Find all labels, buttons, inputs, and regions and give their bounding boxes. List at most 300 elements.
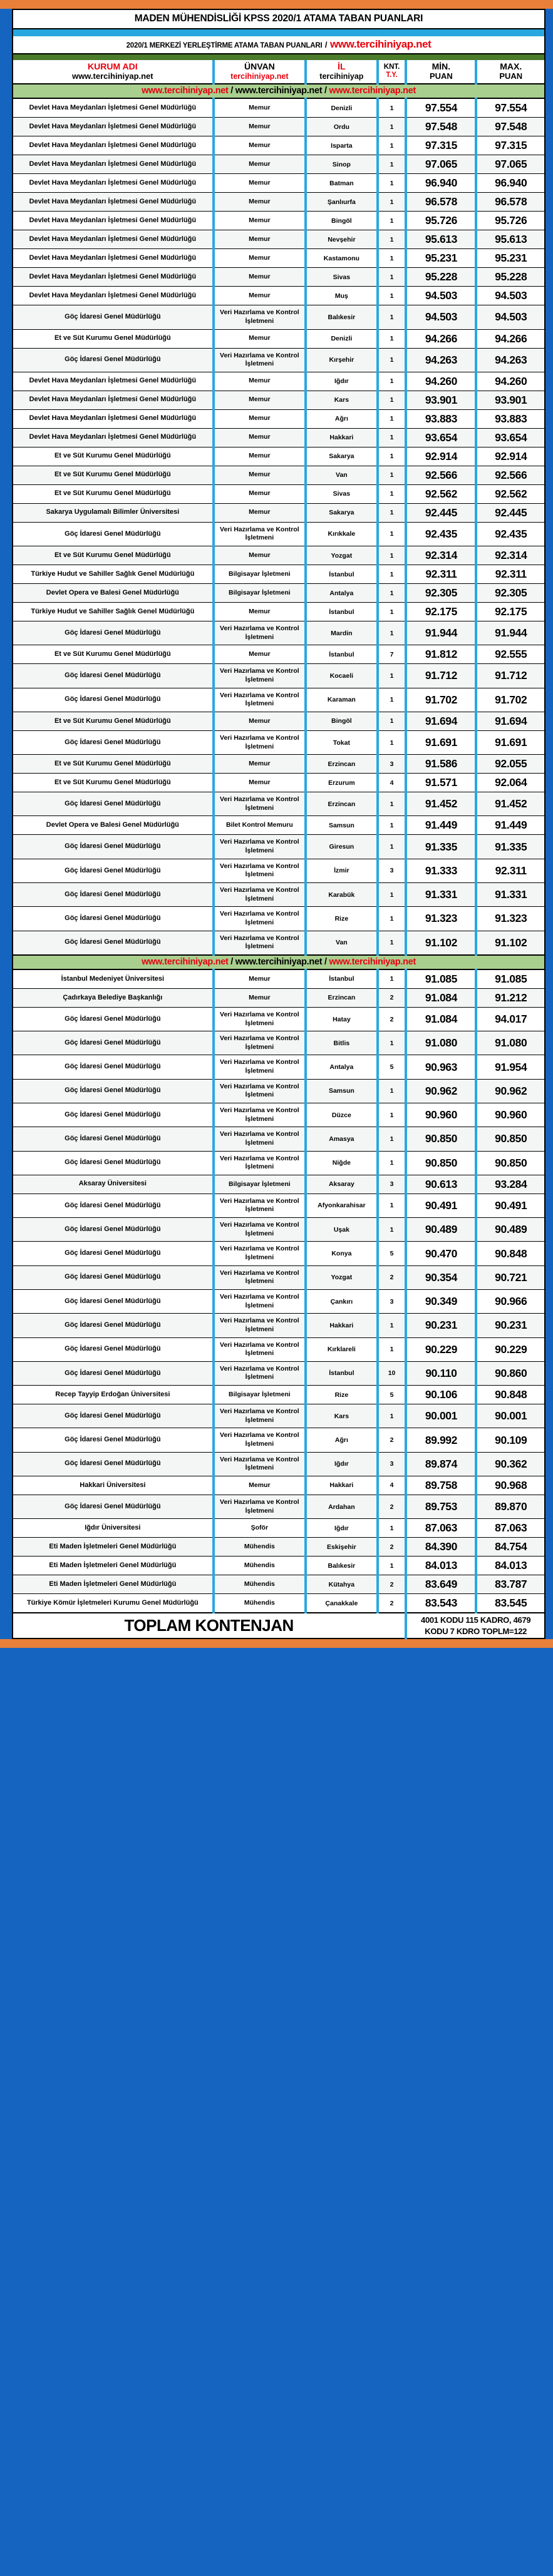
ad-banner-cell[interactable]	[13, 84, 545, 98]
table-row[interactable]	[13, 584, 545, 603]
cell-min-puan: 90.354	[406, 1265, 476, 1289]
cell-min-puan: 97.065	[406, 155, 476, 174]
cell-il: Denizli	[306, 329, 378, 348]
ad-link-2[interactable]: www.tercihiniyap.net	[235, 86, 323, 96]
table-row[interactable]	[13, 1127, 545, 1151]
cell-kontenjan: 1	[378, 155, 406, 174]
cell-max-puan: 90.848	[476, 1242, 545, 1265]
cell-il: Bitlis	[306, 1031, 378, 1055]
ad-link-3[interactable]: www.tercihiniyap.net	[329, 86, 416, 96]
col-header-min-line1: MİN.	[432, 61, 451, 71]
cell-min-puan: 91.586	[406, 755, 476, 774]
total-value	[406, 1613, 545, 1638]
cell-kontenjan: 1	[378, 1404, 406, 1428]
col-header-max-puan[interactable]	[476, 60, 545, 84]
table-row[interactable]	[13, 1428, 545, 1452]
cell-kurum: Göç İdaresi Genel Müdürlüğü	[13, 931, 214, 955]
table-row[interactable]	[13, 603, 545, 621]
cell-kontenjan: 3	[378, 1289, 406, 1313]
cell-kurum: Göç İdaresi Genel Müdürlüğü	[13, 1218, 214, 1242]
cell-min-puan: 90.001	[406, 1404, 476, 1428]
table-row[interactable]	[13, 565, 545, 584]
table-row[interactable]	[13, 1476, 545, 1495]
cell-max-puan: 95.726	[476, 212, 545, 230]
cell-kontenjan: 1	[378, 118, 406, 136]
ad-banner-row	[13, 84, 545, 98]
cell-unvan: Bilgisayar İşletmeni	[214, 565, 306, 584]
ad-link-1[interactable]: www.tercihiniyap.net	[142, 956, 229, 967]
cell-max-puan: 90.362	[476, 1452, 545, 1476]
cell-max-puan: 94.266	[476, 329, 545, 348]
table-row[interactable]	[13, 1556, 545, 1575]
col-header-il-line1: İL	[338, 61, 346, 72]
table-row[interactable]	[13, 1519, 545, 1538]
cell-kurum: Göç İdaresi Genel Müdürlüğü	[13, 1404, 214, 1428]
ad-separator-2[interactable]: /	[322, 956, 329, 967]
cell-il: Giresun	[306, 835, 378, 859]
cell-kurum: Göç İdaresi Genel Müdürlüğü	[13, 1452, 214, 1476]
cell-unvan: Veri Hazırlama ve Kontrol İşletmeni	[214, 859, 306, 882]
cell-il: Rize	[306, 907, 378, 931]
cell-unvan: Veri Hazırlama ve Kontrol İşletmeni	[214, 1031, 306, 1055]
cell-kurum: Göç İdaresi Genel Müdürlüğü	[13, 1151, 214, 1175]
table-row[interactable]	[13, 1151, 545, 1175]
cell-max-puan: 91.331	[476, 883, 545, 907]
cell-unvan: Veri Hazırlama ve Kontrol İşletmeni	[214, 1337, 306, 1361]
cell-kurum: Göç İdaresi Genel Müdürlüğü	[13, 664, 214, 688]
cell-unvan: Veri Hazırlama ve Kontrol İşletmeni	[214, 1314, 306, 1337]
cell-kurum: Et ve Süt Kurumu Genel Müdürlüğü	[13, 774, 214, 792]
scores-table	[12, 60, 545, 1639]
table-row[interactable]	[13, 688, 545, 712]
table-row[interactable]	[13, 212, 545, 230]
cell-max-puan: 84.754	[476, 1538, 545, 1556]
cell-kurum: Et ve Süt Kurumu Genel Müdürlüğü	[13, 329, 214, 348]
cell-min-puan: 91.323	[406, 907, 476, 931]
cell-unvan: Memur	[214, 1476, 306, 1495]
cell-min-puan: 91.085	[406, 969, 476, 989]
cell-unvan: Veri Hazırlama ve Kontrol İşletmeni	[214, 1265, 306, 1289]
table-row[interactable]	[13, 98, 545, 118]
cell-il: Konya	[306, 1242, 378, 1265]
table-row[interactable]	[13, 174, 545, 193]
table-row[interactable]	[13, 774, 545, 792]
cell-kontenjan: 1	[378, 1556, 406, 1575]
table-row[interactable]	[13, 1055, 545, 1079]
table-row[interactable]	[13, 522, 545, 546]
cell-unvan: Memur	[214, 372, 306, 391]
cyan-divider-strip	[12, 29, 545, 36]
cell-unvan: Memur	[214, 603, 306, 621]
table-row[interactable]	[13, 907, 545, 931]
table-row[interactable]	[13, 329, 545, 348]
cell-min-puan: 90.489	[406, 1218, 476, 1242]
cell-il: Uşak	[306, 1218, 378, 1242]
cell-max-puan: 87.063	[476, 1519, 545, 1538]
cell-kurum: Türkiye Kömür İşletmeleri Kurumu Genel Müdürlüğü	[13, 1594, 214, 1613]
cell-kurum: Aksaray Üniversitesi	[13, 1175, 214, 1193]
table-row[interactable]	[13, 1265, 545, 1289]
cell-kurum: Devlet Hava Meydanları İşletmesi Genel Müdürlüğü	[13, 428, 214, 447]
table-row[interactable]	[13, 712, 545, 730]
cell-unvan: Mühendis	[214, 1538, 306, 1556]
table-row[interactable]	[13, 391, 545, 409]
table-row[interactable]	[13, 268, 545, 287]
table-row[interactable]	[13, 287, 545, 305]
cell-unvan: Bilgisayar İşletmeni	[214, 1175, 306, 1193]
table-row[interactable]	[13, 372, 545, 391]
cell-kontenjan: 1	[378, 546, 406, 565]
cell-kontenjan: 3	[378, 1175, 406, 1193]
cell-kurum: Devlet Hava Meydanları İşletmesi Genel Müdürlüğü	[13, 268, 214, 287]
table-row[interactable]	[13, 136, 545, 155]
cell-max-puan: 96.940	[476, 174, 545, 193]
cell-min-puan: 93.883	[406, 409, 476, 428]
cell-min-puan: 90.349	[406, 1289, 476, 1313]
cell-il: Ağrı	[306, 409, 378, 428]
cell-unvan: Memur	[214, 136, 306, 155]
table-row[interactable]	[13, 988, 545, 1007]
cell-min-puan: 90.613	[406, 1175, 476, 1193]
cell-kurum: Eti Maden İşletmeleri Genel Müdürlüğü	[13, 1556, 214, 1575]
subtitle-slash: /	[324, 40, 328, 49]
cell-kontenjan: 2	[378, 1428, 406, 1452]
cell-max-puan: 97.065	[476, 155, 545, 174]
table-row[interactable]	[13, 859, 545, 882]
cell-max-puan: 92.566	[476, 466, 545, 484]
cell-il: İstanbul	[306, 969, 378, 989]
cell-il: Kars	[306, 1404, 378, 1428]
cell-il: Muş	[306, 287, 378, 305]
cell-max-puan: 91.702	[476, 688, 545, 712]
cell-il: Hakkari	[306, 1476, 378, 1495]
cell-min-puan: 94.263	[406, 348, 476, 372]
cell-unvan: Memur	[214, 484, 306, 503]
table-row[interactable]	[13, 428, 545, 447]
table-row[interactable]	[13, 484, 545, 503]
ad-banner-cell[interactable]	[13, 955, 545, 969]
cell-kurum: Devlet Hava Meydanları İşletmesi Genel Müdürlüğü	[13, 372, 214, 391]
cell-il: İstanbul	[306, 1361, 378, 1385]
cell-max-puan: 90.489	[476, 1218, 545, 1242]
cell-max-puan: 90.850	[476, 1127, 545, 1151]
cell-il: Sakarya	[306, 447, 378, 466]
cell-max-puan: 94.503	[476, 305, 545, 329]
table-row[interactable]	[13, 503, 545, 522]
cell-unvan: Memur	[214, 155, 306, 174]
cell-kurum: Türkiye Hudut ve Sahiller Sağlık Genel Müdürlüğü	[13, 603, 214, 621]
ad-separator-2[interactable]: /	[322, 86, 329, 96]
cell-max-puan: 95.228	[476, 268, 545, 287]
col-header-unvan-line2: tercihiniyap.net	[230, 71, 289, 81]
cell-kontenjan: 1	[378, 305, 406, 329]
top-orange-bar	[0, 0, 553, 9]
table-row[interactable]	[13, 1314, 545, 1337]
cell-il: Yozgat	[306, 546, 378, 565]
col-header-kurum-line2: www.tercihiniyap.net	[72, 71, 153, 81]
cell-unvan: Veri Hazırlama ve Kontrol İşletmeni	[214, 1103, 306, 1127]
cell-max-puan: 90.962	[476, 1079, 545, 1103]
cell-kontenjan: 1	[378, 603, 406, 621]
table-row[interactable]	[13, 1289, 545, 1313]
col-header-min-line2: PUAN	[429, 71, 453, 81]
cell-il: Erzincan	[306, 792, 378, 816]
cell-min-puan: 97.315	[406, 136, 476, 155]
table-row[interactable]	[13, 1218, 545, 1242]
cell-min-puan: 91.702	[406, 688, 476, 712]
table-row[interactable]	[13, 1175, 545, 1193]
cell-min-puan: 90.106	[406, 1386, 476, 1404]
cell-min-puan: 93.901	[406, 391, 476, 409]
cell-min-puan: 90.962	[406, 1079, 476, 1103]
col-header-unvan[interactable]	[214, 60, 306, 84]
cell-unvan: Veri Hazırlama ve Kontrol İşletmeni	[214, 835, 306, 859]
cell-min-puan: 91.691	[406, 730, 476, 754]
cell-min-puan: 97.554	[406, 98, 476, 118]
cell-il: Sivas	[306, 484, 378, 503]
cell-kurum: Et ve Süt Kurumu Genel Müdürlüğü	[13, 645, 214, 664]
cell-il: İstanbul	[306, 603, 378, 621]
table-row[interactable]	[13, 1452, 545, 1476]
cell-max-puan: 89.870	[476, 1495, 545, 1518]
cell-kontenjan: 1	[378, 372, 406, 391]
cell-min-puan: 91.571	[406, 774, 476, 792]
cell-kontenjan: 1	[378, 1193, 406, 1217]
cell-unvan: Memur	[214, 546, 306, 565]
table-row[interactable]	[13, 792, 545, 816]
cell-kurum: Recep Tayyip Erdoğan Üniversitesi	[13, 1386, 214, 1404]
ad-link-1[interactable]: www.tercihiniyap.net	[142, 86, 229, 96]
table-row[interactable]	[13, 348, 545, 372]
ad-separator-1[interactable]: /	[228, 86, 235, 96]
cell-max-puan: 92.555	[476, 645, 545, 664]
cell-min-puan: 94.266	[406, 329, 476, 348]
cell-il: Kırşehir	[306, 348, 378, 372]
total-value-line1: 4001 KODU 115 KADRO, 4679	[421, 1615, 531, 1625]
table-row[interactable]	[13, 1404, 545, 1428]
cell-il: İzmir	[306, 859, 378, 882]
cell-il: Isparta	[306, 136, 378, 155]
cell-min-puan: 89.992	[406, 1428, 476, 1452]
cell-kontenjan: 4	[378, 774, 406, 792]
cell-kurum: Devlet Hava Meydanları İşletmesi Genel Müdürlüğü	[13, 193, 214, 212]
cell-min-puan: 92.435	[406, 522, 476, 546]
col-header-min-puan[interactable]	[406, 60, 476, 84]
table-row[interactable]	[13, 969, 545, 989]
cell-il: Antalya	[306, 584, 378, 603]
cell-kontenjan: 1	[378, 907, 406, 931]
cell-max-puan: 92.064	[476, 774, 545, 792]
table-row[interactable]	[13, 118, 545, 136]
cell-kontenjan: 2	[378, 1265, 406, 1289]
cell-max-puan: 92.175	[476, 603, 545, 621]
table-row[interactable]	[13, 305, 545, 329]
cell-il: Antalya	[306, 1055, 378, 1079]
col-header-kurum[interactable]	[13, 60, 214, 84]
table-row[interactable]	[13, 1007, 545, 1031]
cell-unvan: Memur	[214, 409, 306, 428]
table-row[interactable]	[13, 193, 545, 212]
table-row[interactable]	[13, 1031, 545, 1055]
cell-max-puan: 90.860	[476, 1361, 545, 1385]
cell-kontenjan: 1	[378, 503, 406, 522]
table-row[interactable]	[13, 230, 545, 249]
cell-kurum: Göç İdaresi Genel Müdürlüğü	[13, 1031, 214, 1055]
cell-il: Samsun	[306, 1079, 378, 1103]
cell-unvan: Mühendis	[214, 1575, 306, 1594]
cell-kontenjan: 1	[378, 484, 406, 503]
table-row[interactable]	[13, 835, 545, 859]
cell-kurum: İstanbul Medeniyet Üniversitesi	[13, 969, 214, 989]
cell-max-puan: 95.613	[476, 230, 545, 249]
cell-max-puan: 91.080	[476, 1031, 545, 1055]
cell-unvan: Memur	[214, 118, 306, 136]
cell-kurum: Devlet Hava Meydanları İşletmesi Genel Müdürlüğü	[13, 212, 214, 230]
table-row[interactable]	[13, 1495, 545, 1518]
cell-min-puan: 83.649	[406, 1575, 476, 1594]
ad-banner-row	[13, 955, 545, 969]
table-body	[13, 84, 545, 1613]
cell-il: Tokat	[306, 730, 378, 754]
cell-il: Sivas	[306, 268, 378, 287]
table-row[interactable]	[13, 645, 545, 664]
table-row[interactable]	[13, 755, 545, 774]
cell-unvan: Memur	[214, 969, 306, 989]
cell-min-puan: 92.175	[406, 603, 476, 621]
table-row[interactable]	[13, 466, 545, 484]
table-row[interactable]	[13, 1386, 545, 1404]
table-row[interactable]	[13, 816, 545, 835]
cell-max-puan: 92.311	[476, 859, 545, 882]
table-row[interactable]	[13, 1337, 545, 1361]
cell-unvan: Memur	[214, 212, 306, 230]
cell-il: Çankırı	[306, 1289, 378, 1313]
ad-link-2[interactable]: www.tercihiniyap.net	[235, 956, 323, 967]
cell-kurum: Göç İdaresi Genel Müdürlüğü	[13, 859, 214, 882]
table-row[interactable]	[13, 1079, 545, 1103]
cell-min-puan: 90.960	[406, 1103, 476, 1127]
cell-kontenjan: 1	[378, 688, 406, 712]
table-row[interactable]	[13, 730, 545, 754]
cell-unvan: Veri Hazırlama ve Kontrol İşletmeni	[214, 1055, 306, 1079]
table-row[interactable]	[13, 664, 545, 688]
cell-kurum: Devlet Hava Meydanları İşletmesi Genel Müdürlüğü	[13, 118, 214, 136]
cell-il: Nevşehir	[306, 230, 378, 249]
cell-max-puan: 84.013	[476, 1556, 545, 1575]
cell-kurum: Devlet Hava Meydanları İşletmesi Genel Müdürlüğü	[13, 155, 214, 174]
col-header-il[interactable]	[306, 60, 378, 84]
cell-il: Eskişehir	[306, 1538, 378, 1556]
cell-il: Kırklareli	[306, 1337, 378, 1361]
cell-max-puan: 90.231	[476, 1314, 545, 1337]
cell-kontenjan: 3	[378, 859, 406, 882]
cell-il: Düzce	[306, 1103, 378, 1127]
cell-kontenjan: 1	[378, 348, 406, 372]
table-row[interactable]	[13, 1103, 545, 1127]
table-row[interactable]	[13, 155, 545, 174]
table-row[interactable]	[13, 1538, 545, 1556]
ad-link-3[interactable]: www.tercihiniyap.net	[329, 956, 416, 967]
cell-max-puan: 90.109	[476, 1428, 545, 1452]
cell-kontenjan: 1	[378, 1127, 406, 1151]
cell-min-puan: 92.445	[406, 503, 476, 522]
cell-unvan: Memur	[214, 712, 306, 730]
cell-max-puan: 91.449	[476, 816, 545, 835]
cell-kontenjan: 1	[378, 730, 406, 754]
cell-kontenjan: 1	[378, 664, 406, 688]
cell-unvan: Memur	[214, 249, 306, 268]
table-row[interactable]	[13, 621, 545, 645]
cell-il: Karaman	[306, 688, 378, 712]
cell-kurum: Sakarya Uygulamalı Bilimler Üniversitesi	[13, 503, 214, 522]
col-header-knt[interactable]	[378, 60, 406, 84]
table-row[interactable]	[13, 931, 545, 955]
cell-unvan: Memur	[214, 447, 306, 466]
cell-kurum: Göç İdaresi Genel Müdürlüğü	[13, 1289, 214, 1313]
cell-il: Iğdır	[306, 1452, 378, 1476]
cell-kontenjan: 1	[378, 174, 406, 193]
cell-kurum: Iğdır Üniversitesi	[13, 1519, 214, 1538]
cell-min-puan: 91.449	[406, 816, 476, 835]
cell-kontenjan: 2	[378, 988, 406, 1007]
cell-min-puan: 91.333	[406, 859, 476, 882]
cell-kontenjan: 1	[378, 1337, 406, 1361]
cell-min-puan: 91.712	[406, 664, 476, 688]
cell-max-puan: 93.883	[476, 409, 545, 428]
cell-il: Hatay	[306, 1007, 378, 1031]
table-row[interactable]	[13, 249, 545, 268]
cell-max-puan: 97.554	[476, 98, 545, 118]
cell-unvan: Veri Hazırlama ve Kontrol İşletmeni	[214, 792, 306, 816]
cell-kontenjan: 1	[378, 1314, 406, 1337]
cell-min-puan: 91.331	[406, 883, 476, 907]
table-row[interactable]	[13, 1361, 545, 1385]
table-row[interactable]	[13, 1594, 545, 1613]
cell-kontenjan: 1	[378, 212, 406, 230]
cell-unvan: Veri Hazırlama ve Kontrol İşletmeni	[214, 1242, 306, 1265]
cell-kontenjan: 1	[378, 428, 406, 447]
cell-kurum: Göç İdaresi Genel Müdürlüğü	[13, 1242, 214, 1265]
cell-min-puan: 84.390	[406, 1538, 476, 1556]
cell-kontenjan: 1	[378, 1218, 406, 1242]
cell-min-puan: 93.654	[406, 428, 476, 447]
cell-unvan: Veri Hazırlama ve Kontrol İşletmeni	[214, 348, 306, 372]
cell-kontenjan: 1	[378, 969, 406, 989]
table-row[interactable]	[13, 409, 545, 428]
table-row[interactable]	[13, 1242, 545, 1265]
cell-il: Erzincan	[306, 755, 378, 774]
table-row[interactable]	[13, 1193, 545, 1217]
ad-separator-1[interactable]: /	[228, 956, 235, 967]
cell-unvan: Mühendis	[214, 1556, 306, 1575]
table-row[interactable]	[13, 546, 545, 565]
cell-kontenjan: 1	[378, 193, 406, 212]
subtitle-site-link[interactable]: www.tercihiniyap.net	[329, 38, 432, 50]
cell-kurum: Göç İdaresi Genel Müdürlüğü	[13, 1361, 214, 1385]
cell-kontenjan: 2	[378, 1495, 406, 1518]
cell-kontenjan: 1	[378, 391, 406, 409]
cell-kurum: Göç İdaresi Genel Müdürlüğü	[13, 883, 214, 907]
cell-il: Niğde	[306, 1151, 378, 1175]
cell-kontenjan: 2	[378, 1594, 406, 1613]
cell-max-puan: 97.315	[476, 136, 545, 155]
cell-kurum: Devlet Opera ve Balesi Genel Müdürlüğü	[13, 816, 214, 835]
table-row[interactable]	[13, 883, 545, 907]
table-row[interactable]	[13, 447, 545, 466]
cell-min-puan: 90.850	[406, 1151, 476, 1175]
table-row[interactable]	[13, 1575, 545, 1594]
cell-unvan: Veri Hazırlama ve Kontrol İşletmeni	[214, 305, 306, 329]
